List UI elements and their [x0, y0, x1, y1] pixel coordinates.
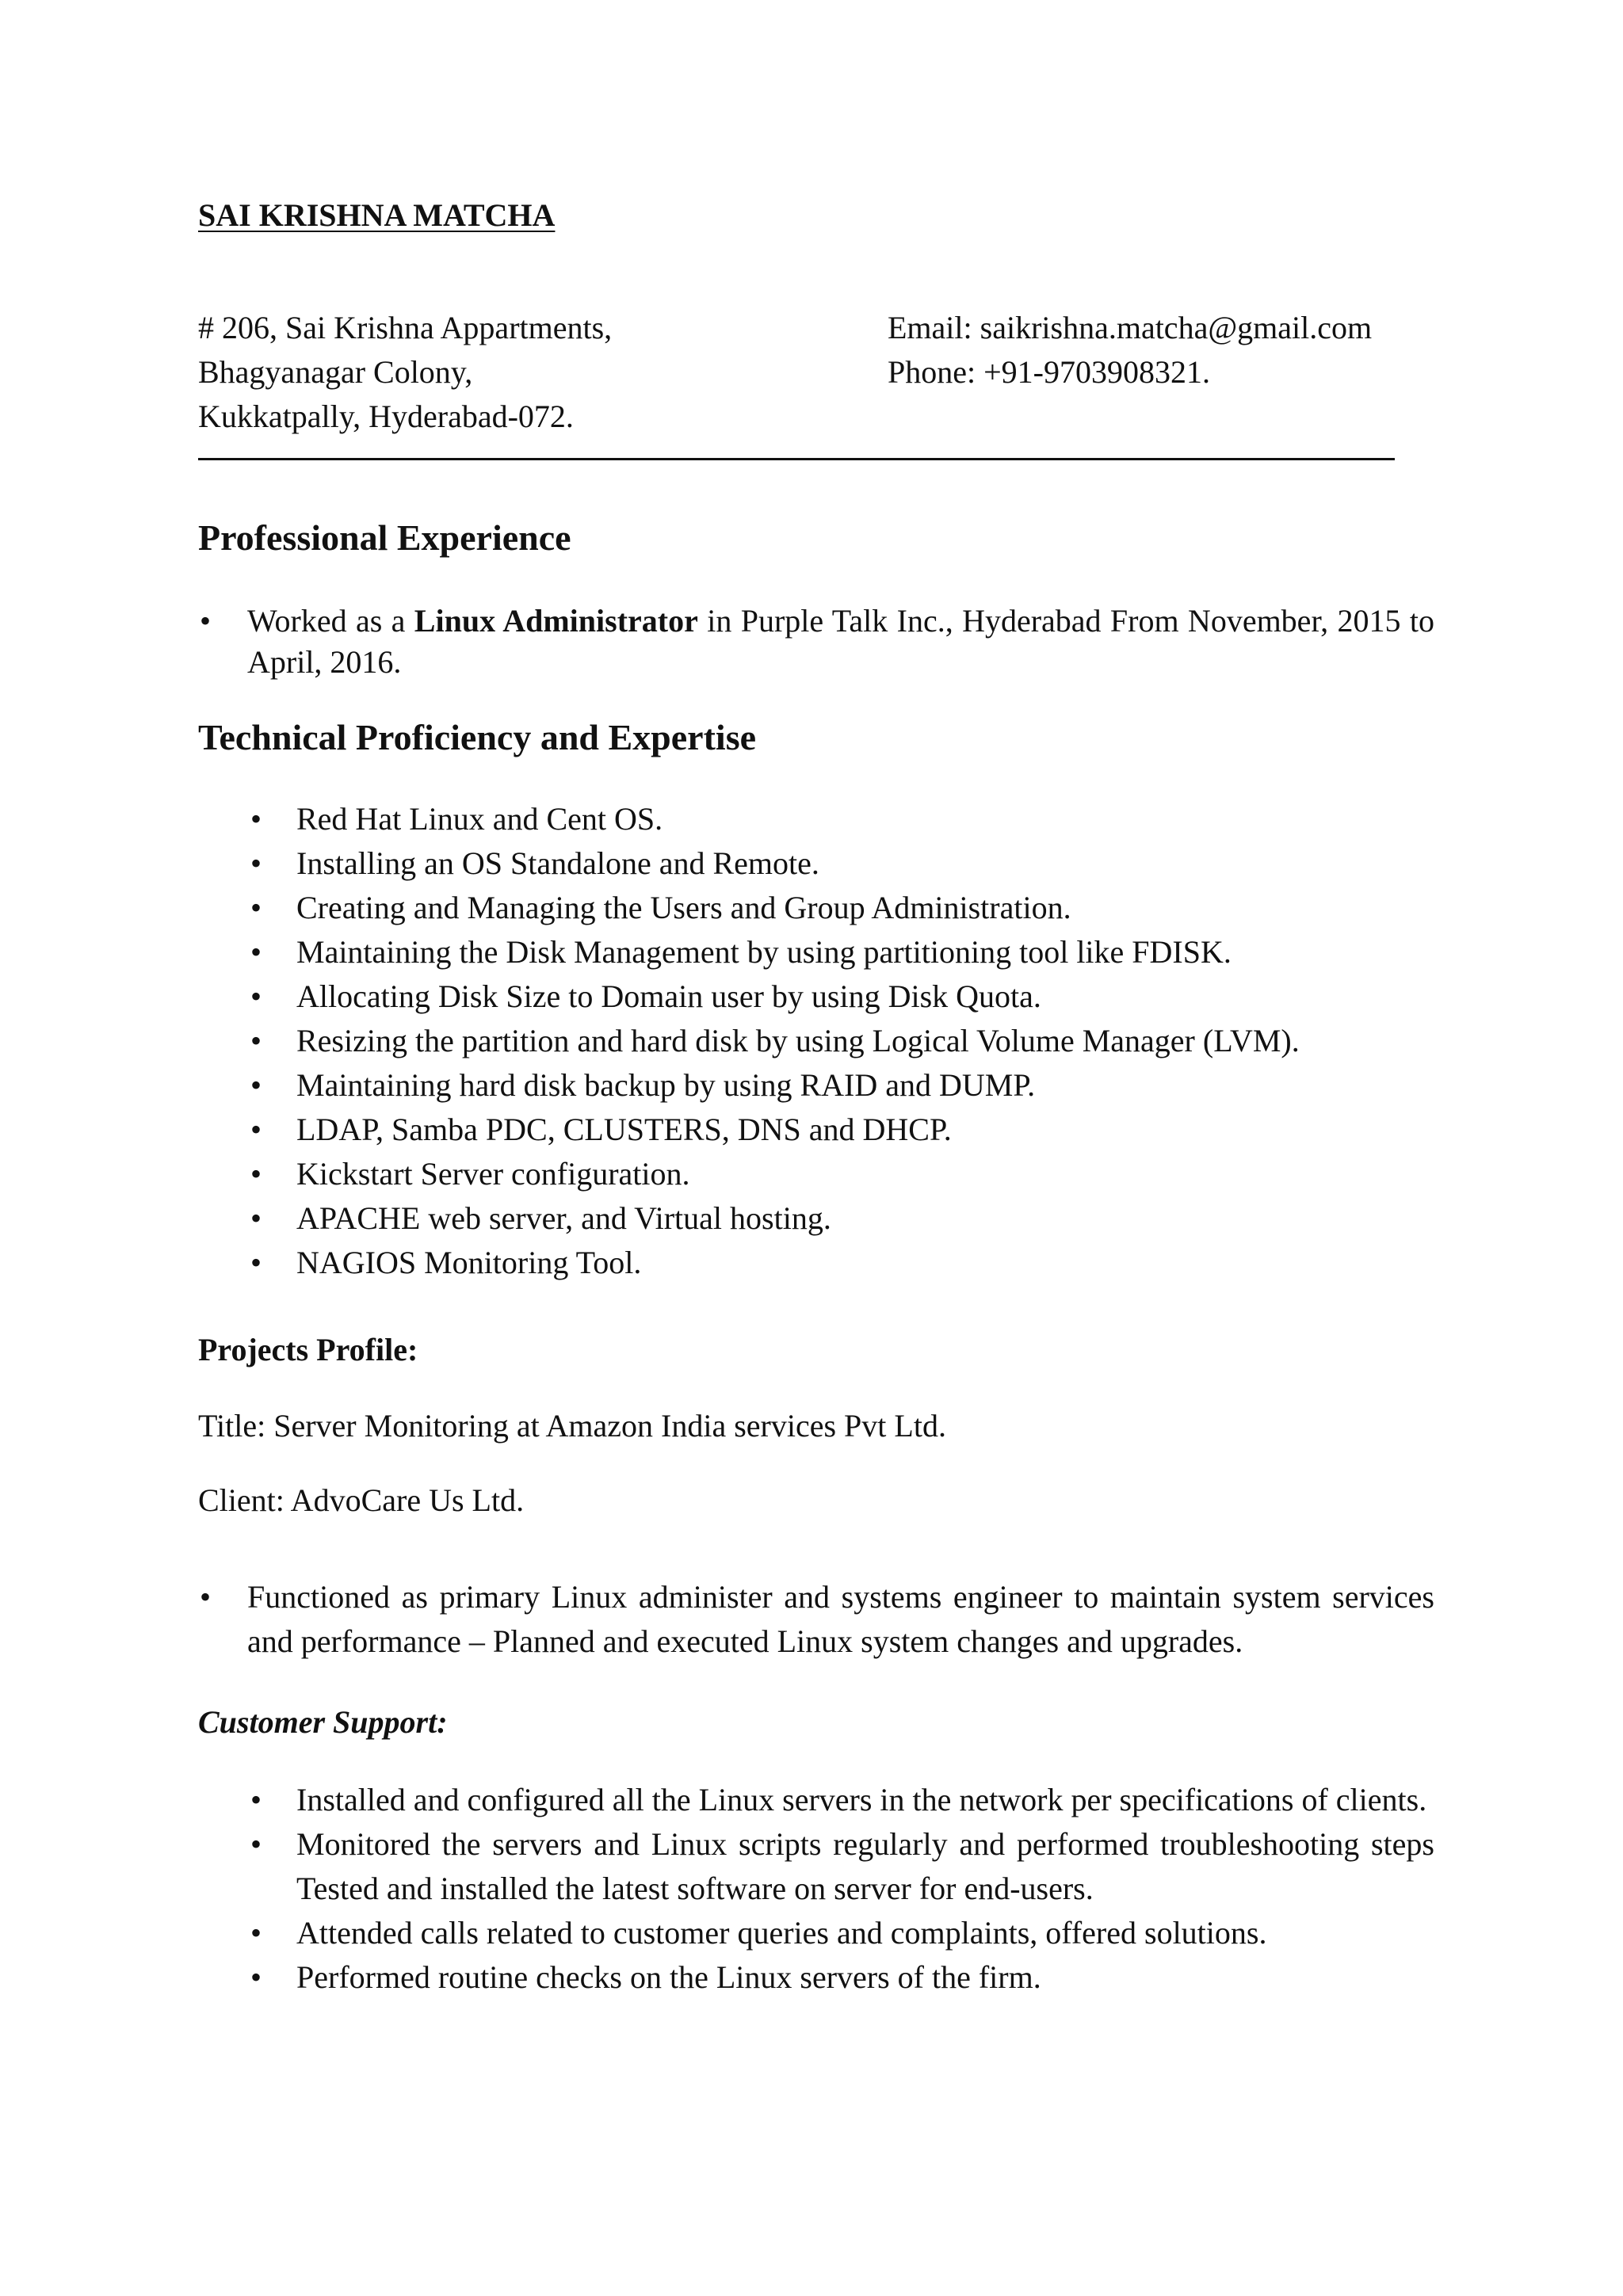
experience-text: Worked as a Linux Administrator in Purple Talk Inc., Hyderabad From November, 2015 to April, 2016. — [247, 603, 1434, 680]
list-item: • Allocating Disk Size to Domain user by using Disk Quota. — [246, 974, 1434, 1019]
bullet-icon: • — [250, 1959, 262, 1995]
bullet-icon: • — [250, 1245, 262, 1280]
candidate-name: SAI KRISHNA MATCHA — [198, 197, 556, 233]
bullet-icon: • — [250, 1782, 262, 1817]
header-divider — [198, 458, 1395, 460]
bullet-icon: • — [250, 1826, 262, 1862]
project-bullet-text: Functioned as primary Linux administer and systems engineer to maintain system services and performance – Planned and executed Linux system changes and upgrades. — [247, 1579, 1434, 1659]
list-item: • Creating and Managing the Users and Group Administration. — [246, 886, 1434, 930]
list-item: • LDAP, Samba PDC, CLUSTERS, DNS and DHCP. — [246, 1108, 1434, 1152]
professional-experience-heading: Professional Experience — [198, 517, 571, 558]
bullet-icon: • — [200, 1579, 212, 1615]
list-item: • Installing an OS Standalone and Remote. — [246, 841, 1434, 886]
address-line-2: Bhagyanagar Colony, — [198, 354, 473, 390]
bullet-icon: • — [250, 978, 262, 1014]
project-client: Client: AdvoCare Us Ltd. — [198, 1482, 525, 1518]
bullet-icon: • — [250, 890, 262, 925]
list-item: • Installed and configured all the Linux servers in the network per specifications of clients. — [246, 1778, 1434, 1822]
bullet-icon: • — [250, 1112, 262, 1147]
project-bullet — [198, 1575, 1434, 1664]
experience-bullet — [198, 601, 1434, 683]
email-text: Email: saikrishna.matcha@gmail.com — [888, 310, 1373, 345]
support-list — [246, 1778, 1434, 2000]
bullet-icon: • — [250, 934, 262, 970]
bullet-icon: • — [250, 1156, 262, 1192]
bullet-icon: • — [250, 1023, 262, 1058]
bullet-icon: • — [250, 801, 262, 837]
list-item: • NAGIOS Monitoring Tool. — [246, 1241, 1434, 1285]
bullet-icon: • — [250, 1200, 262, 1236]
list-item: • Red Hat Linux and Cent OS. — [246, 797, 1434, 841]
projects-heading: Projects Profile: — [198, 1332, 418, 1367]
technical-heading: Technical Proficiency and Expertise — [198, 717, 757, 757]
list-item: • Maintaining hard disk backup by using RAID and DUMP. — [246, 1063, 1434, 1108]
list-item: • Resizing the partition and hard disk by using Logical Volume Manager (LVM). — [246, 1019, 1434, 1063]
list-item: • Performed routine checks on the Linux servers of the firm. — [246, 1955, 1434, 2000]
customer-support-heading: Customer Support: — [198, 1704, 448, 1740]
list-item: • Kickstart Server configuration. — [246, 1152, 1434, 1196]
bullet-icon: • — [200, 603, 212, 639]
technical-list — [246, 797, 1434, 1285]
list-item: • Maintaining the Disk Management by using partitioning tool like FDISK. — [246, 930, 1434, 974]
list-item: • Monitored the servers and Linux scripts regularly and performed troubleshooting steps Tested and installed the latest software on server for end-users. — [246, 1822, 1434, 1911]
role-text: Linux Administrator — [414, 603, 698, 639]
address-line-3: Kukkatpally, Hyderabad-072. — [198, 399, 574, 434]
bullet-icon: • — [250, 1915, 262, 1951]
list-item: • APACHE web server, and Virtual hosting. — [246, 1196, 1434, 1241]
address-line-1: # 206, Sai Krishna Appartments, — [198, 310, 613, 345]
phone-text: Phone: +91-9703908321. — [888, 354, 1210, 390]
bullet-icon: • — [250, 1067, 262, 1103]
list-item: • Attended calls related to customer queries and complaints, offered solutions. — [246, 1911, 1434, 1955]
bullet-icon: • — [250, 845, 262, 881]
project-title: Title: Server Monitoring at Amazon India services Pvt Ltd. — [198, 1408, 946, 1444]
